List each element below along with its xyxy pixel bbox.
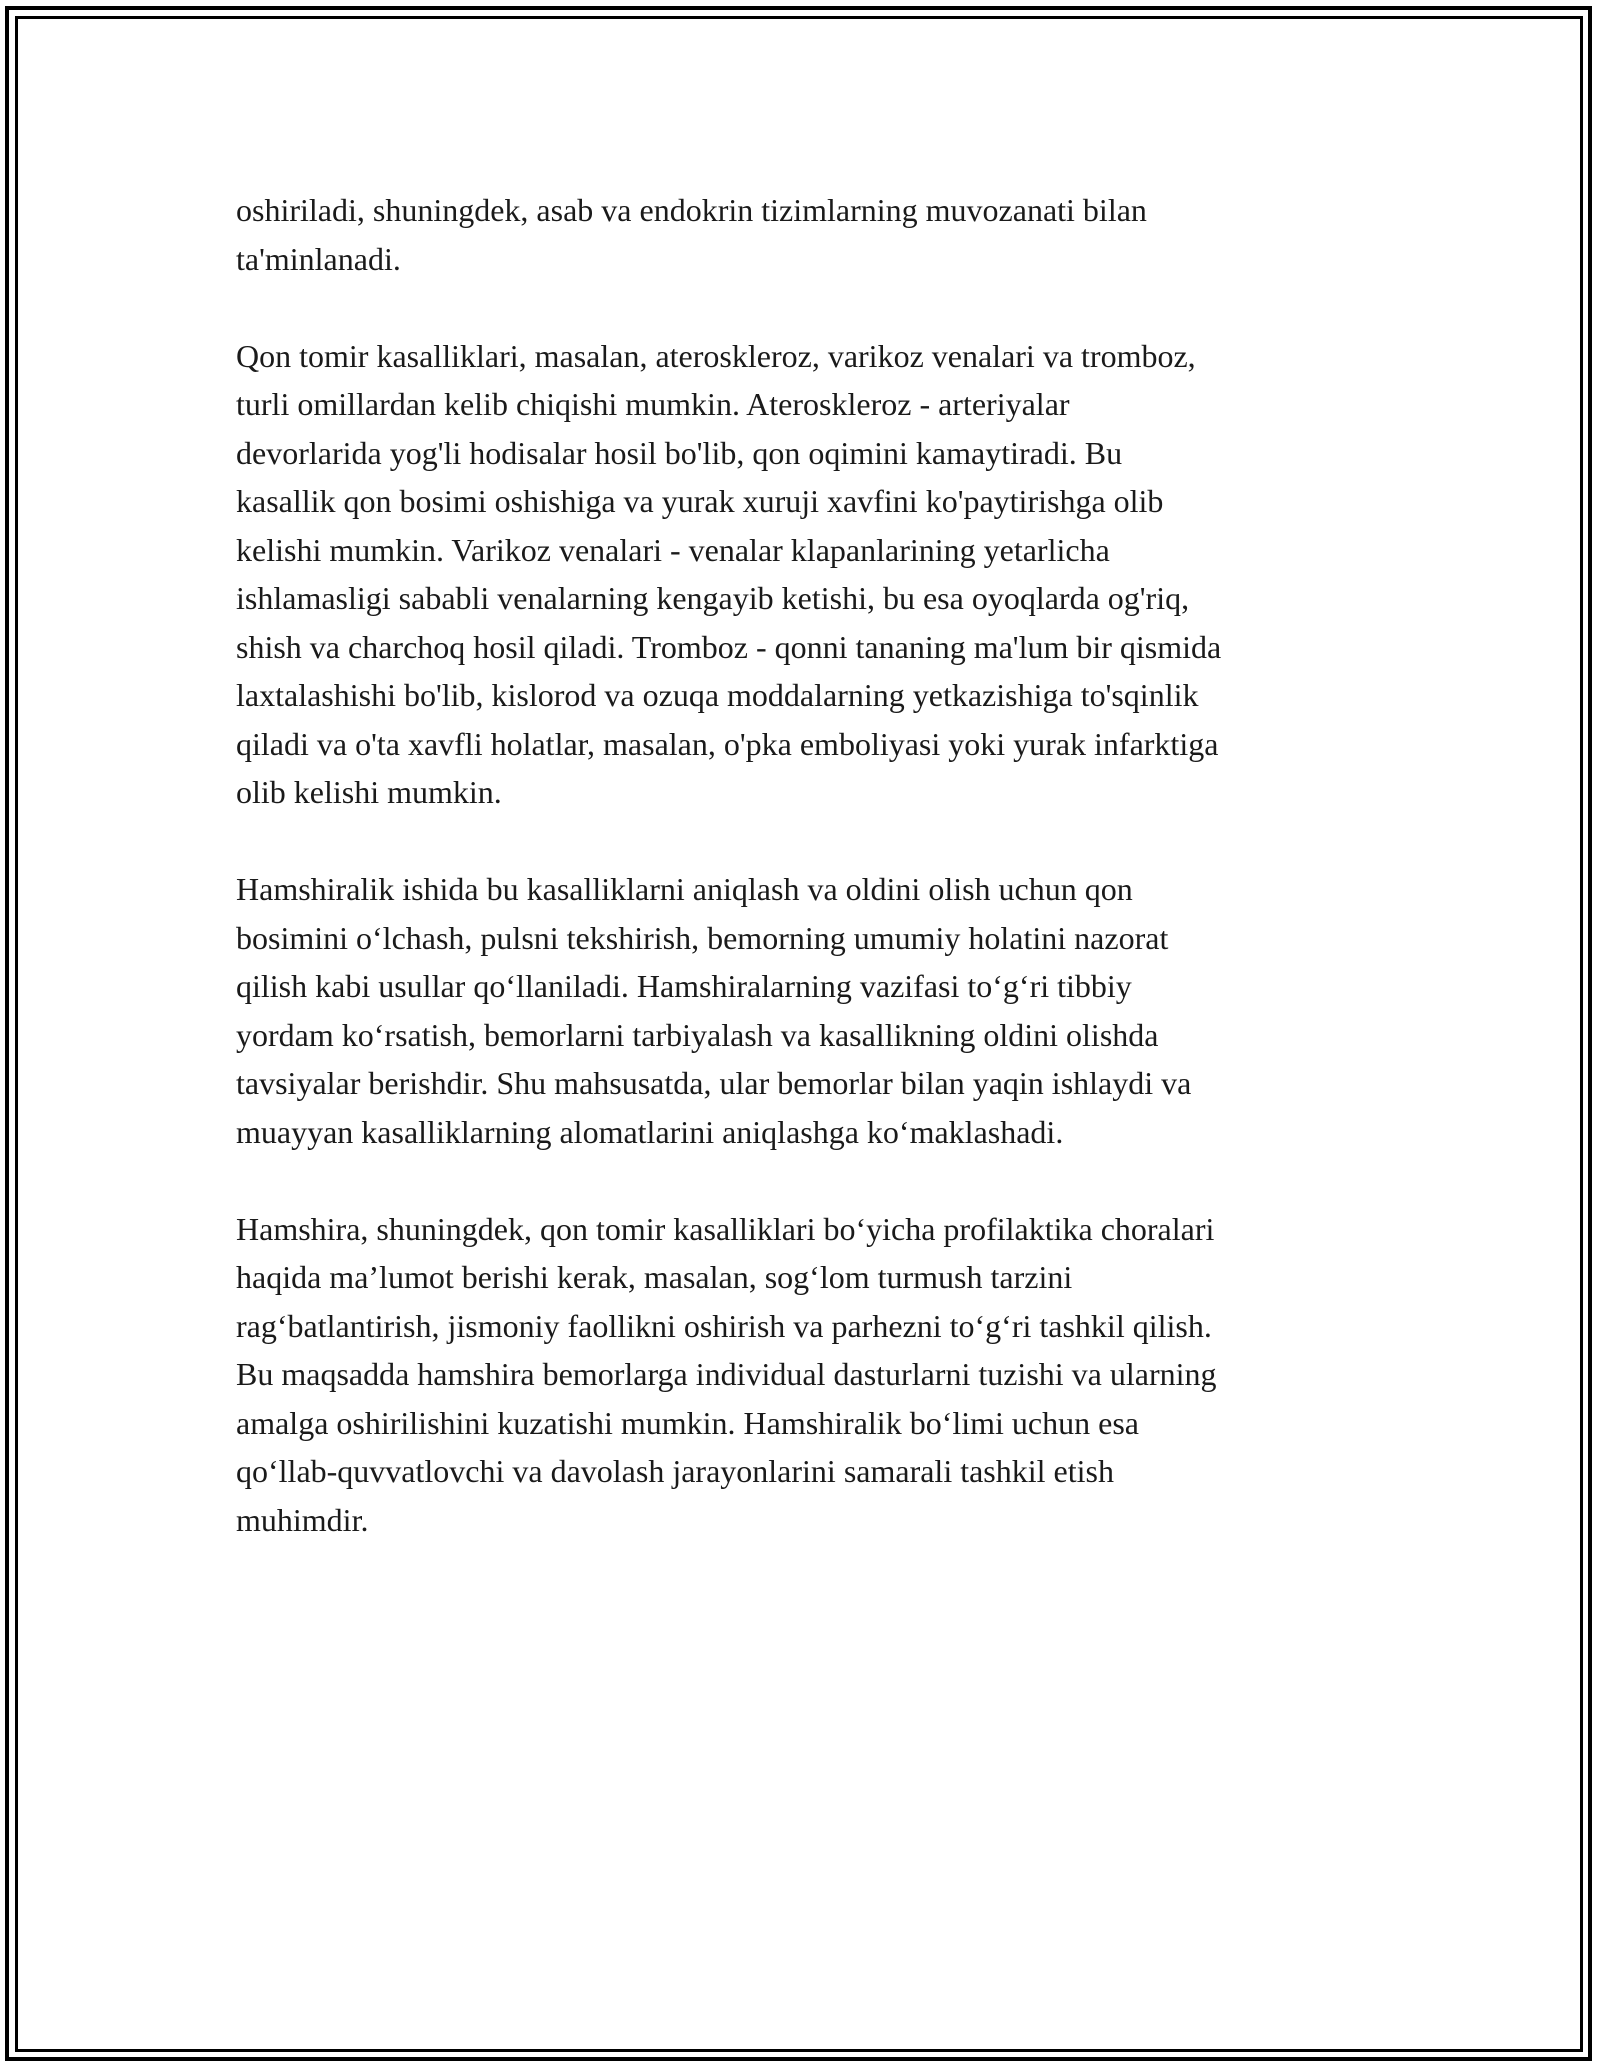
paragraph-4: Hamshira, shuningdek, qon tomir kasalliklari bo‘yicha profilaktika choralari haqida ma’lumot berishi kerak, masalan, sog‘lom turmush tarzini rag‘batlantirish, jismoniy faollikni oshirish va parhezni to‘g‘ri tashkil qilish. Bu maqsadda hamshira bemorlarga individual dasturlarni tuzishi va ularning amalga oshirilishini kuzatishi mumkin. Hamshiralik bo‘limi uchun esa qo‘llab-quvvatlovchi va davolash jarayonlarini samarali tashkil etish muhimdir. xyxy=(236,1210,1217,1538)
paragraph-2: Qon tomir kasalliklari, masalan, ateroskleroz, varikoz venalari va tromboz, turli omillardan kelib chiqishi mumkin. Ateroskleroz - arteriyalar devorlarida yog'li hodisalar hosil bo'lib, qon oqimini kamaytiradi. Bu kasallik qon bosimi oshishiga va yurak xuruji xavfini ko'paytirishga olib kelishi mumkin. Varikoz venalari - venalar klapanlarining yetarlicha ishlamasligi sababli venalarning kengayib ketishi, bu esa oyoqlarda og'riq, shish va charchoq hosil qiladi. Tromboz - qonni tananing ma'lum bir qismida laxtalashishi bo'lib, kislorod va ozuqa moddalarning yetkazishiga to'sqinlik qiladi va o'ta xavfli holatlar, masalan, o'pka emboliyasi yoki yurak infarktiga olib kelishi mumkin. xyxy=(236,337,1222,810)
paragraph-1: oshiriladi, shuningdek, asab va endokrin tizimlarning muvozanati bilan ta'minlanadi. xyxy=(236,192,1147,277)
document-body xyxy=(236,186,1386,1593)
paragraph-3: Hamshiralik ishida bu kasalliklarni aniqlash va oldini olish uchun qon bosimini o‘lchash, pulsni tekshirish, bemorning umumiy holatini nazorat qilish kabi usullar qo‘llaniladi. Hamshiralarning vazifasi to‘g‘ri tibbiy yordam ko‘rsatish, bemorlarni tarbiyalash va kasallikning oldini olishda tavsiyalar berishdir. Shu mahsusatda, ular bemorlar bilan yaqin ishlaydi va muayyan kasalliklarning alomatlarini aniqlashga ko‘maklashadi. xyxy=(236,871,1192,1150)
